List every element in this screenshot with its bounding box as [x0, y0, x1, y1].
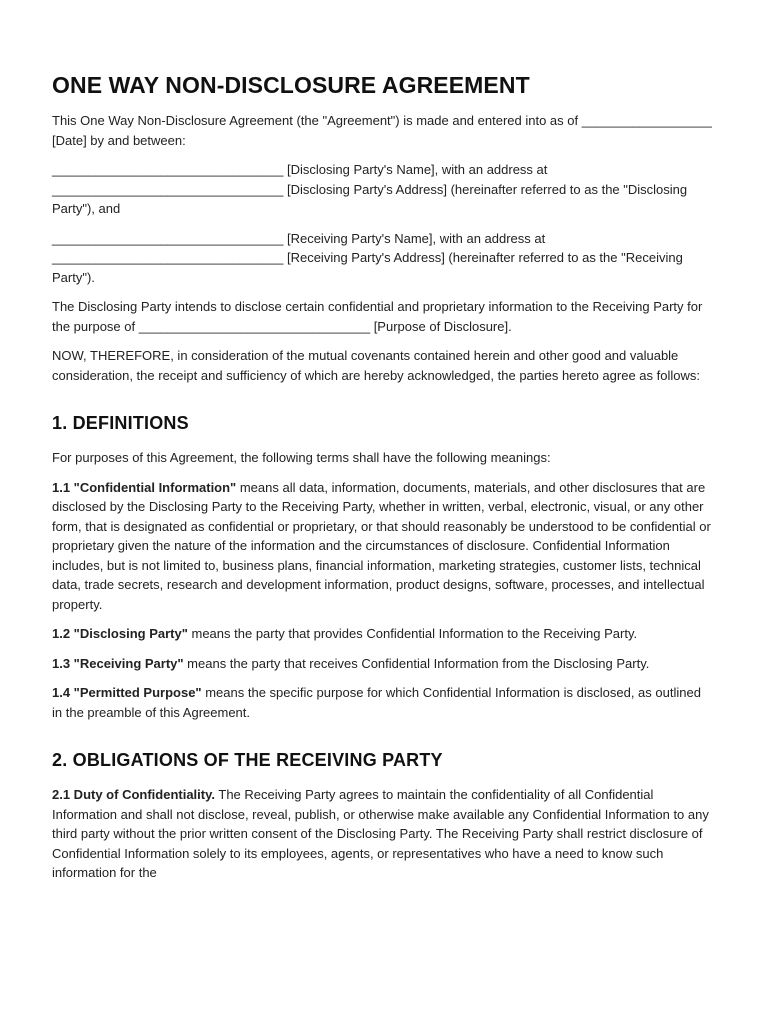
definitions-lead: For purposes of this Agreement, the following terms shall have the following meanings:	[52, 450, 551, 465]
clause-term: 1.3 "Receiving Party"	[52, 655, 184, 671]
disclosing-party-address-line: ________________________________ [Disclosing Party's Address] (hereinafter referred to as the "Disclosing Party"), and	[52, 181, 688, 216]
section-heading-definitions: 1. DEFINITIONS	[52, 413, 189, 433]
disclosing-party-name-line: ________________________________ [Disclosing Party's Name], with an address at	[52, 162, 548, 177]
purpose-paragraph: The Disclosing Party intends to disclose certain confidential and proprietary information to the Receiving Party for the purpose of ________________________________ [Purpose of Disclosure].	[52, 299, 703, 334]
clause-text: The Receiving Party agrees to maintain the confidentiality of all Confidential Information and shall not disclose, reveal, publish, or otherwise make available any Confidential Information to any third party without the prior written consent of the Disclosing Party. The Receiving Party shall restrict disclosure of Confidential Information solely to its employees, agents, or representatives who have a need to know such information for the	[52, 787, 709, 880]
clause-1-3	[52, 654, 714, 674]
clause-1-4	[52, 683, 714, 722]
disclosing-party-block	[52, 160, 714, 219]
clause-term: 2.1 Duty of Confidentiality.	[52, 787, 215, 802]
therefore-paragraph: NOW, THEREFORE, in consideration of the mutual covenants contained herein and other good and valuable consideration, the receipt and sufficiency of which are hereby acknowledged, the parties hereto agree as follows:	[52, 348, 700, 383]
clause-1-1	[52, 478, 714, 615]
receiving-party-block	[52, 229, 714, 288]
clause-term: 1.4 "Permitted Purpose"	[52, 685, 202, 700]
clause-term: 1.1 "Confidential Information"	[52, 479, 237, 495]
clause-text: means the specific purpose for which Confidential Information is disclosed, as outlined in the preamble of this Agreement.	[52, 685, 701, 720]
document-page	[52, 72, 714, 883]
document-title: ONE WAY NON-DISCLOSURE AGREEMENT	[52, 72, 530, 98]
intro-paragraph: This One Way Non-Disclosure Agreement (the "Agreement") is made and entered into as of __________________ [Date] by and between:	[52, 113, 712, 148]
clause-1-2	[52, 624, 714, 644]
clause-text: means the party that receives Confidential Information from the Disclosing Party.	[183, 655, 650, 671]
receiving-party-address-line: ________________________________ [Receiving Party's Address] (hereinafter referred to as the "Receiving Party").	[52, 250, 683, 285]
clause-2-1	[52, 785, 714, 883]
clause-text: means all data, information, documents, materials, and other disclosures that are disclosed by the Disclosing Party to the Receiving Party, whether in written, verbal, electronic, visual, or any other form, that is designated as confidential or proprietary, or that should reasonably be understood to be confidential or proprietary given the nature of the information and the circumstances of disclosure. Confidential Information includes, but is not limited to, business plans, financial information, marketing strategies, customer lists, technical data, trade secrets, research and development information, product designs, software, processes, and intellectual property.	[52, 479, 711, 612]
clause-text: means the party that provides Confidential Information to the Receiving Party.	[187, 626, 638, 641]
clause-term: 1.2 "Disclosing Party"	[52, 626, 188, 641]
receiving-party-name-line: ________________________________ [Receiving Party's Name], with an address at	[52, 230, 546, 246]
section-heading-obligations: 2. OBLIGATIONS OF THE RECEIVING PARTY	[52, 750, 443, 770]
